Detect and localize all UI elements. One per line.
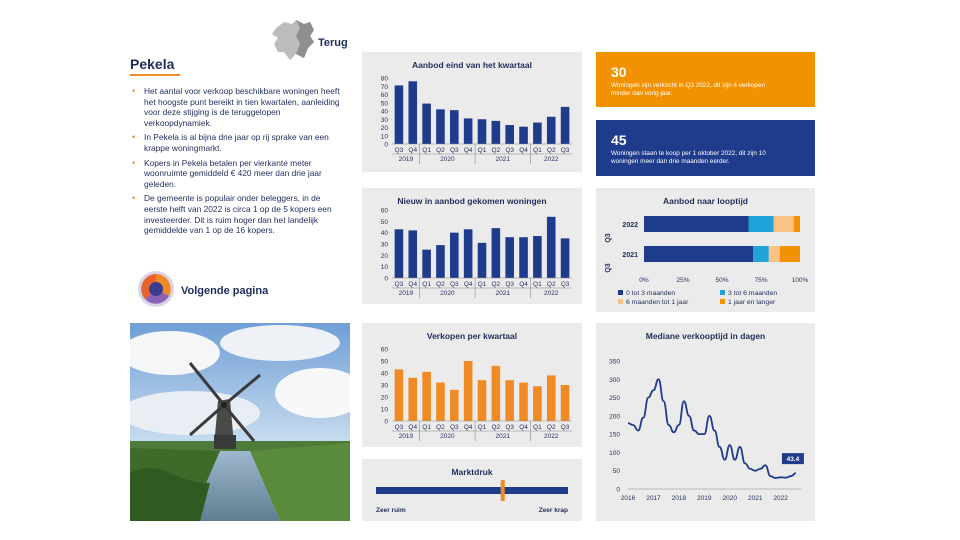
y-tick-label: 20 xyxy=(380,394,388,402)
panel-marktdruk xyxy=(362,459,582,521)
x-tick-label: Q1 xyxy=(422,147,431,154)
x-tick-label: Q3 xyxy=(560,147,570,154)
bar xyxy=(422,250,431,278)
kpi-value: 30 xyxy=(611,64,627,80)
legend-label: 6 maanden tot 1 jaar xyxy=(626,299,689,306)
bar xyxy=(395,229,404,278)
x-tick-label: Q4 xyxy=(408,424,418,431)
gauge-right-label: Zeer krap xyxy=(538,507,568,514)
y-tick-label: 50 xyxy=(612,468,620,476)
panel-nieuw xyxy=(362,188,582,304)
y-tick-label: 60 xyxy=(380,207,388,215)
bar xyxy=(478,243,487,278)
x-tick-label: Q3 xyxy=(449,147,459,154)
stacked-segment xyxy=(773,216,793,232)
y-tick-label: 250 xyxy=(609,395,620,403)
x-tick-label: Q2 xyxy=(436,424,445,431)
bar xyxy=(533,236,542,278)
category-label: 2022 xyxy=(622,222,638,229)
y-tick-label: 200 xyxy=(609,413,620,421)
looptijd-chart xyxy=(596,188,815,312)
bar xyxy=(478,380,487,421)
y-tick-label: 10 xyxy=(380,133,388,141)
year-label: 2021 xyxy=(495,290,511,297)
next-page-button[interactable] xyxy=(137,270,287,308)
y-tick-label: 70 xyxy=(380,83,388,91)
stacked-segment xyxy=(644,216,749,232)
x-tick-label: 2016 xyxy=(620,495,636,502)
kpi-text: Woningen staan te koop per 1 oktober 2022, dit zijn 10 woningen meer dan drie maanden eerder. xyxy=(611,150,766,165)
year-label: 2020 xyxy=(440,156,455,163)
x-tick-label: Q4 xyxy=(463,424,473,431)
bar xyxy=(547,217,556,278)
bullet-item: • In Pekela is al bijna drie jaar op rij sprake van een krappe woningmarkt. xyxy=(130,132,345,153)
y-tick-label: 350 xyxy=(609,358,620,366)
bar xyxy=(561,385,570,421)
year-label: 2022 xyxy=(543,156,559,163)
kpi-te-koop xyxy=(596,120,815,176)
panel-verkopen xyxy=(362,323,582,447)
x-tick-label: Q3 xyxy=(449,424,459,431)
series-line xyxy=(628,379,796,478)
x-tick-label: Q4 xyxy=(519,281,528,288)
bar xyxy=(395,85,404,144)
y-tick-label: 0 xyxy=(384,418,388,426)
gauge-marker xyxy=(501,480,505,501)
x-tick-label: 2017 xyxy=(646,495,661,502)
stacked-segment xyxy=(749,216,774,232)
y-tick-label: 20 xyxy=(380,125,388,132)
legend-swatch xyxy=(618,290,623,295)
x-tick-label: Q3 xyxy=(449,281,459,288)
y-tick-label: 0 xyxy=(384,275,388,283)
year-label: 2021 xyxy=(495,433,511,440)
bar xyxy=(436,245,445,278)
y-tick-label: 40 xyxy=(380,108,388,116)
legend-swatch xyxy=(618,299,623,304)
x-tick-label: Q1 xyxy=(533,147,542,154)
panel-looptijd xyxy=(596,188,815,312)
x-tick-label: 2019 xyxy=(697,495,712,502)
y-tick-label: 10 xyxy=(380,406,388,414)
kpi-text: Woningen zijn verkocht in Q3 2022, dit zijn 4 verkopen minder dan vorig jaar. xyxy=(611,82,766,97)
bar xyxy=(436,109,445,144)
x-tick-label: 2021 xyxy=(747,495,763,502)
year-label: 2019 xyxy=(398,156,414,163)
x-tick-label: 0% xyxy=(639,277,649,284)
marktdruk-gauge xyxy=(362,459,582,521)
y-tick-label: 60 xyxy=(380,92,388,99)
title-underline xyxy=(130,74,180,76)
stacked-segment xyxy=(753,246,769,262)
chart-title: Marktdruk xyxy=(451,467,493,477)
group-label: Q3 xyxy=(605,263,612,273)
group-label: Q3 xyxy=(605,233,612,243)
y-tick-label: 50 xyxy=(380,100,388,108)
y-tick-label: 300 xyxy=(609,376,620,384)
bar xyxy=(436,383,445,421)
kpi-value: 45 xyxy=(611,132,627,148)
panel-verkooptijd xyxy=(596,323,815,521)
year-label: 2019 xyxy=(398,290,414,297)
end-label: 43.4 xyxy=(786,456,800,464)
x-tick-label: Q2 xyxy=(546,147,556,154)
bar xyxy=(478,119,487,144)
chart-title: Aanbod eind van het kwartaal xyxy=(412,60,532,70)
x-tick-label: Q3 xyxy=(560,281,570,288)
windmill-photo xyxy=(130,323,350,521)
year-label: 2022 xyxy=(543,433,559,440)
y-tick-label: 60 xyxy=(380,346,388,354)
x-tick-label: Q2 xyxy=(436,147,445,154)
bullet-item: • De gemeente is populair onder beleggers, in de eerste helft van 2022 is circa 1 op de 5 kopers een investeerder. Dit is ruim hoger dan het landelijk gemiddelde van 1 op de 16 kopers. xyxy=(130,193,345,235)
bar xyxy=(450,110,459,144)
year-label: 2019 xyxy=(398,433,414,440)
nieuw-chart xyxy=(362,188,582,304)
panel-aanbod xyxy=(362,52,582,172)
bar xyxy=(408,230,417,278)
y-tick-label: 40 xyxy=(380,370,388,378)
y-tick-label: 100 xyxy=(609,449,620,457)
x-tick-label: Q1 xyxy=(422,281,431,288)
legend-label: 1 jaar en langer xyxy=(728,299,776,306)
x-tick-label: Q1 xyxy=(477,147,487,154)
bar xyxy=(492,366,501,421)
aanbod-chart xyxy=(362,52,582,172)
bar xyxy=(408,378,417,421)
x-tick-label: Q2 xyxy=(546,281,556,288)
x-tick-label: 2020 xyxy=(722,495,737,502)
y-tick-label: 0 xyxy=(616,486,620,494)
kpi-verkocht xyxy=(596,52,815,107)
x-tick-label: Q2 xyxy=(491,147,501,154)
year-label: 2020 xyxy=(440,433,455,440)
x-tick-label: Q3 xyxy=(394,281,404,288)
x-tick-label: Q2 xyxy=(491,424,501,431)
x-tick-label: Q4 xyxy=(519,424,528,431)
bar xyxy=(408,81,417,144)
x-tick-label: Q3 xyxy=(394,147,404,154)
bar xyxy=(561,238,570,278)
x-tick-label: Q3 xyxy=(505,424,515,431)
x-tick-label: Q4 xyxy=(408,281,418,288)
y-tick-label: 30 xyxy=(380,116,388,124)
x-tick-label: 75% xyxy=(754,277,768,284)
bullet-item: • Kopers in Pekela betalen per vierkante meter woonruimte gemiddeld € 420 meer dan drie jaar geleden. xyxy=(130,158,345,190)
x-tick-label: Q4 xyxy=(519,147,528,154)
x-tick-label: Q2 xyxy=(491,281,501,288)
x-tick-label: Q2 xyxy=(436,281,445,288)
y-tick-label: 80 xyxy=(380,75,388,83)
category-label: 2021 xyxy=(622,252,638,259)
stacked-segment xyxy=(794,216,800,232)
x-tick-label: Q3 xyxy=(505,147,515,154)
bar xyxy=(533,386,542,421)
x-tick-label: Q1 xyxy=(422,424,431,431)
bar xyxy=(561,107,570,144)
y-tick-label: 20 xyxy=(380,252,388,260)
year-label: 2020 xyxy=(440,290,455,297)
bar xyxy=(464,361,473,421)
x-tick-label: 50% xyxy=(715,277,729,284)
chart-title: Nieuw in aanbod gekomen woningen xyxy=(397,196,547,206)
bar xyxy=(422,372,431,421)
gauge-left-label: Zeer ruim xyxy=(376,507,406,514)
y-tick-label: 50 xyxy=(380,358,388,366)
gauge-track xyxy=(376,487,568,494)
map-region-icon[interactable] xyxy=(270,18,318,62)
legend-label: 3 tot 6 maanden xyxy=(728,290,778,297)
x-tick-label: 25% xyxy=(676,277,690,284)
chart-title: Aanbod naar looptijd xyxy=(663,196,748,206)
bar xyxy=(547,117,556,144)
bar xyxy=(450,390,459,421)
bar xyxy=(464,229,473,278)
x-tick-label: Q1 xyxy=(477,424,487,431)
y-tick-label: 10 xyxy=(380,264,388,272)
x-tick-label: Q1 xyxy=(533,424,542,431)
bullet-item: • Het aantal voor verkoop beschikbare woningen heeft het hoogste punt bereikt in tien kwartalen, aanleiding voor deze stijging is de teruggelopen verkoopdynamiek. xyxy=(130,86,345,128)
bar xyxy=(492,121,501,144)
y-tick-label: 30 xyxy=(380,241,388,249)
back-link[interactable]: Terug xyxy=(318,37,348,49)
chart-title: Verkopen per kwartaal xyxy=(426,331,518,341)
bar xyxy=(547,375,556,421)
verkopen-chart xyxy=(362,323,582,447)
legend-swatch xyxy=(720,299,725,304)
bar xyxy=(505,125,514,144)
bar xyxy=(395,369,404,421)
bar xyxy=(422,104,431,144)
y-tick-label: 150 xyxy=(609,431,620,439)
year-label: 2021 xyxy=(495,156,511,163)
y-tick-label: 50 xyxy=(380,218,388,226)
x-tick-label: 2018 xyxy=(671,495,687,502)
year-label: 2022 xyxy=(543,290,559,297)
x-tick-label: Q1 xyxy=(533,281,542,288)
y-tick-label: 30 xyxy=(380,382,388,390)
y-tick-label: 0 xyxy=(384,141,388,149)
summary-bullets xyxy=(130,86,345,240)
stacked-segment xyxy=(769,246,780,262)
bar xyxy=(519,383,528,421)
x-tick-label: 100% xyxy=(791,277,809,284)
bar xyxy=(450,233,459,278)
stacked-segment xyxy=(780,246,800,262)
x-tick-label: Q3 xyxy=(394,424,404,431)
legend-swatch xyxy=(720,290,725,295)
bar xyxy=(492,228,501,278)
page-title: Pekela xyxy=(130,56,175,72)
x-tick-label: 2022 xyxy=(773,495,788,502)
legend-label: 0 tot 3 maanden xyxy=(626,290,676,297)
bar xyxy=(533,123,542,144)
bar xyxy=(505,237,514,278)
bar xyxy=(505,380,514,421)
x-tick-label: Q4 xyxy=(408,147,418,154)
x-tick-label: Q3 xyxy=(505,281,515,288)
x-tick-label: Q2 xyxy=(546,424,556,431)
bar xyxy=(464,118,473,144)
x-tick-label: Q4 xyxy=(463,281,473,288)
x-tick-label: Q3 xyxy=(560,424,570,431)
bar xyxy=(519,127,528,144)
y-tick-label: 40 xyxy=(380,230,388,238)
bar xyxy=(519,237,528,278)
stacked-segment xyxy=(644,246,753,262)
verkooptijd-chart xyxy=(596,323,815,521)
pie-chart-icon xyxy=(137,270,175,308)
chart-title: Mediane verkooptijd in dagen xyxy=(645,331,766,341)
x-tick-label: Q4 xyxy=(463,147,473,154)
next-page-label: Volgende pagina xyxy=(181,285,269,297)
x-tick-label: Q1 xyxy=(477,281,487,288)
